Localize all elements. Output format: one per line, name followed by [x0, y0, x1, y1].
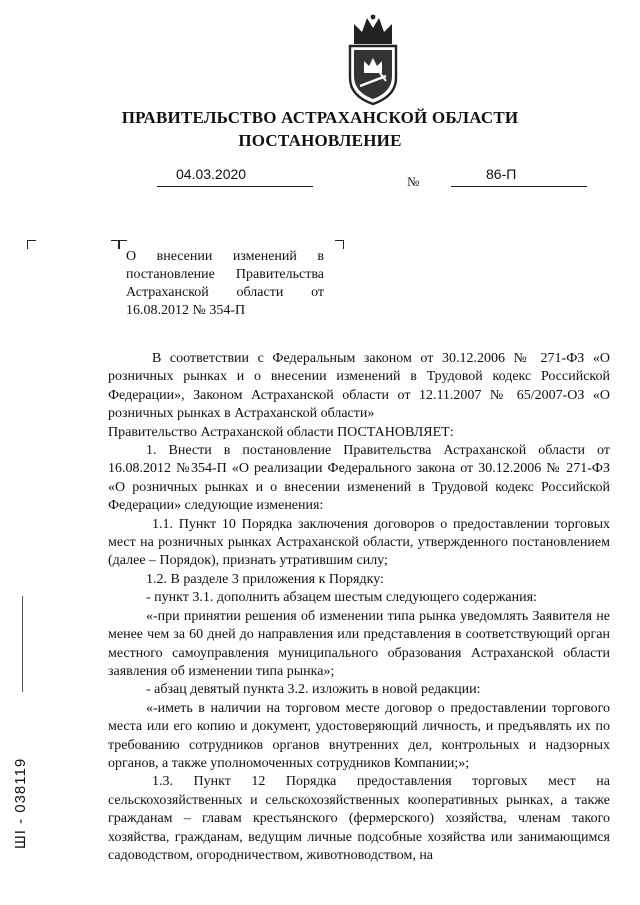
number-label: №	[407, 174, 420, 189]
clause-1-2-item-a: - пункт 3.1. дополнить абзацем шестым следующего содержания:	[146, 590, 537, 606]
clause-1-2-item-b: - абзац девятый пункта 3.2. изложить в новой редакции:	[146, 682, 481, 698]
margin-document-code: ШІ - 038119	[12, 757, 29, 849]
clause-1-2-quote-b: «-иметь в наличии на торговом месте договор о предоставлении торгового места или его копию и документ, удостоверяющий личность, и предъявлять их по требованию сотрудников органов внутренних дел, контрольных и надзорных органов, а также уполномоченных сотрудников Компании;»;	[108, 700, 610, 771]
date-underline	[157, 186, 313, 187]
document-number: 86-П	[486, 166, 517, 182]
corner-mark-top-right	[335, 240, 344, 249]
clause-1-2-quote-a: «-при принятии решения об изменении типа рынка уведомлять Заявителя не менее чем за 60 дней до направления или представления в соответствующий орган местного самоуправления муниципального образования Астраханской области заявления об изменении типа рынка»;	[108, 608, 610, 679]
document-subject: О внесении изменений в постановление Правительства Астраханской области от 16.08.2012 № 354-П	[126, 249, 324, 318]
organization-title: ПРАВИТЕЛЬСТВО АСТРАХАНСКОЙ ОБЛАСТИ	[121, 108, 519, 127]
clause-1-1: 1.1. Пункт 10 Порядка заключения договоров о предоставлении торговых мест на розничных рынках Астраханской области, утвержденного постановлением (далее – Порядок), признать утратившим силу;	[108, 516, 610, 569]
document-date: 04.03.2020	[176, 166, 247, 182]
number-underline	[451, 186, 587, 187]
document-body	[108, 350, 610, 865]
preamble-paragraph: В соответствии с Федеральным законом от 30.12.2006 № 271-ФЗ «О розничных рынках и о внесении изменений в Трудовой кодекс Российской Федерации», Законом Астраханской области от 12.11.2007 № 65/2007-ОЗ «О розничных рынках в Астраханской области»	[108, 351, 610, 422]
clause-1-2: 1.2. В разделе 3 приложения к Порядку:	[146, 571, 384, 587]
clause-1: 1. Внести в постановление Правительства Астраханской области от 16.08.2012 №354-П «О реализации Федерального закона от 30.12.2006 № 271-ФЗ «О розничных рынках и о внесении изменений в Трудовой кодекс Российской Федерации» следующие изменения:	[108, 443, 610, 514]
coat-of-arms-icon	[340, 14, 406, 106]
document-type-title: ПОСТАНОВЛЕНИЕ	[238, 131, 402, 150]
corner-mark-top-left	[27, 240, 36, 249]
resolves-line: Правительство Астраханской области ПОСТАНОВЛЯЕТ:	[108, 424, 454, 440]
clause-1-3: 1.3. Пункт 12 Порядка предоставления торговых мест на сельскохозяйственных и сельскохозяйственных кооперативных рынках, а также гражданам – главам крестьянского (фермерского) хозяйства, членам такого хозяйства, гражданам, ведущим личные подсобные хозяйства или занимающимся садоводством, огородничеством, животноводством, на	[108, 774, 610, 863]
margin-binding-line	[22, 596, 23, 692]
